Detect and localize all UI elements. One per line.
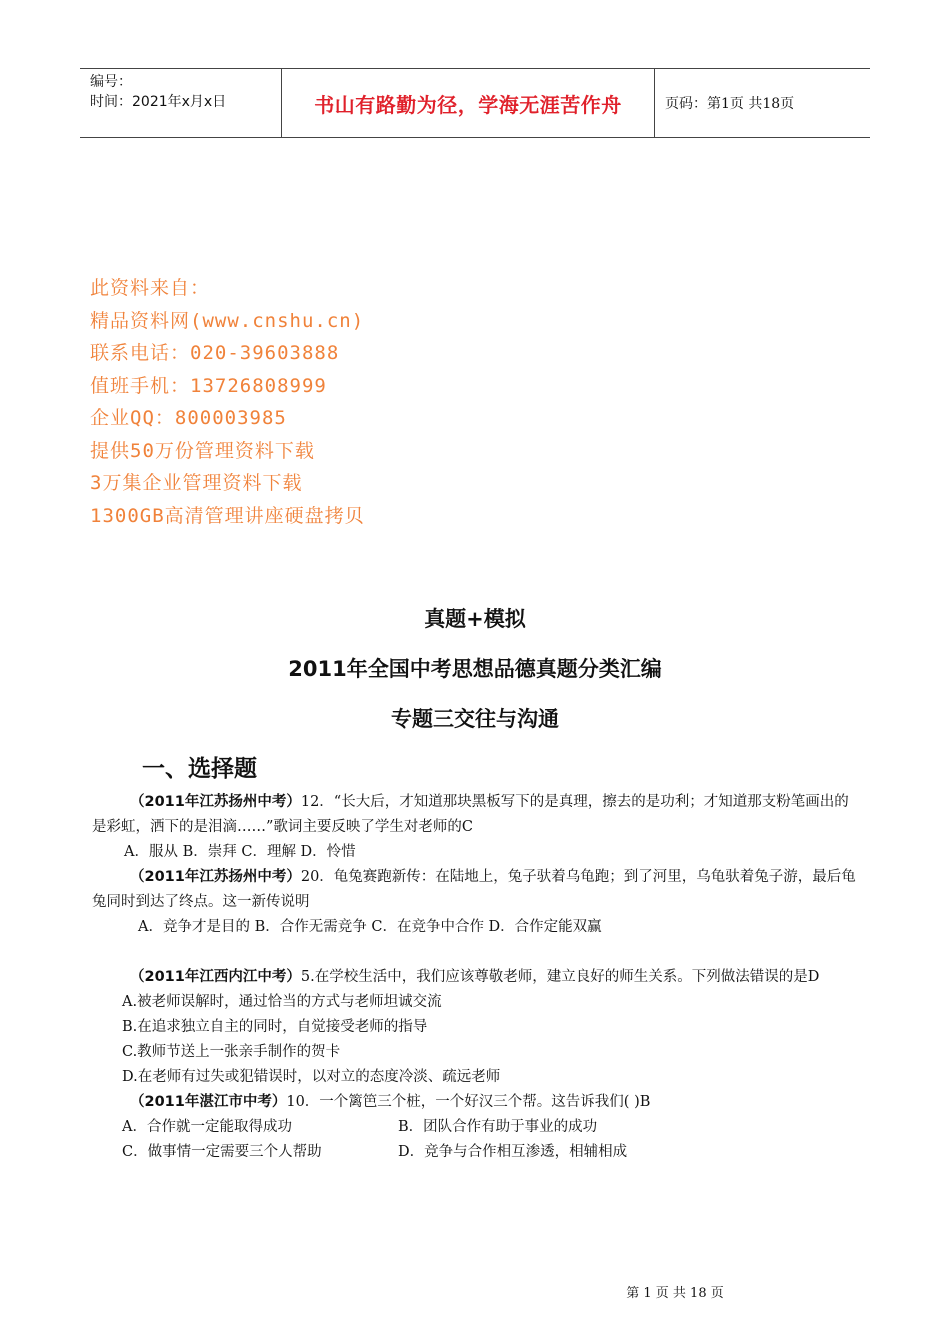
question-4-option-d: D．竞争与合作相互渗透，相辅相成 [398, 1144, 628, 1160]
source-line: 3万集企业管理资料下载 [90, 472, 303, 494]
header-motto: 书山有路勤为径，学海无涯苦作舟 [282, 69, 655, 137]
question-4 [92, 1090, 862, 1115]
source-info-block [90, 272, 365, 532]
header-page-info: 页码：第1页 共18页 [665, 96, 795, 112]
question-4-option-a: A．合作就一定能取得成功 [122, 1119, 292, 1135]
question-1-options: A．服从 B．崇拜 C．理解 D．怜惜 [124, 844, 356, 860]
question-list [92, 790, 862, 1165]
title-line-2: 2011年全国中考思想品德真题分类汇编 [288, 657, 662, 681]
question-text: 20．龟兔赛跑新传：在陆地上，兔子驮着乌龟跑；到了河里，乌龟驮着兔子游，最后龟兔同时到达了终点。这一新传说明 [92, 869, 856, 910]
question-source: （2011年湛江市中考） [130, 1094, 287, 1110]
source-line: 值班手机：13726808999 [90, 374, 327, 397]
source-line: 1300GB高清管理讲座硬盘拷贝 [90, 504, 365, 527]
question-text: 12．“长大后，才知道那块黑板写下的是真理，擦去的是功利；才知道那支粉笔画出的是彩虹，洒下的是泪滴……”歌词主要反映了学生对老师的C [92, 794, 849, 835]
question-2-options: A．竞争才是目的 B．合作无需竞争 C．在竞争中合作 D．合作定能双赢 [138, 919, 602, 935]
document-number-label: 编号： [90, 74, 132, 90]
question-4-option-c: C．做事情一定需要三个人帮助 [122, 1144, 322, 1160]
question-3 [92, 965, 862, 990]
question-source: （2011年江西内江中考） [130, 969, 301, 985]
document-header [80, 68, 870, 138]
source-line: 企业QQ：800003985 [90, 407, 287, 429]
question-3-option-c: C.教师节送上一张亲手制作的贺卡 [122, 1044, 341, 1060]
title-line-1: 真题+模拟 [424, 607, 526, 631]
source-line: 精品资料网(www.cnshu.cn) [90, 309, 365, 332]
document-time-label: 时间：2021年x月x日 [90, 94, 227, 110]
title-line-3: 专题三交往与沟通 [391, 707, 559, 731]
question-4-option-b: B．团队合作有助于事业的成功 [398, 1119, 598, 1135]
question-4-options-row-1 [92, 1115, 862, 1140]
question-2 [92, 865, 862, 915]
source-line: 此资料来自： [90, 277, 211, 299]
header-meta-cell [80, 69, 282, 137]
question-3-option-d: D.在老师有过失或犯错误时，以对立的态度冷淡、疏远老师 [122, 1069, 501, 1085]
question-1 [92, 790, 862, 840]
source-line: 联系电话：020-39603888 [90, 342, 340, 364]
question-text: 10．一个篱笆三个桩，一个好汉三个帮。这告诉我们( )B [286, 1094, 651, 1110]
question-3-option-a: A.被老师误解时，通过恰当的方式与老师坦诚交流 [122, 994, 442, 1010]
page-footer: 第 1 页 共 18 页 [626, 1286, 724, 1301]
question-source: （2011年江苏扬州中考） [130, 869, 301, 885]
question-text: 5.在学校生活中，我们应该尊敬老师，建立良好的师生关系。下列做法错误的是D [300, 969, 820, 985]
question-4-options-row-2 [92, 1140, 862, 1165]
section-title: 一、选择题 [142, 756, 257, 782]
source-line: 提供50万份管理资料下载 [90, 439, 315, 462]
question-3-option-b: B.在追求独立自主的同时，自觉接受老师的指导 [122, 1019, 428, 1035]
question-source: （2011年江苏扬州中考） [130, 794, 301, 810]
